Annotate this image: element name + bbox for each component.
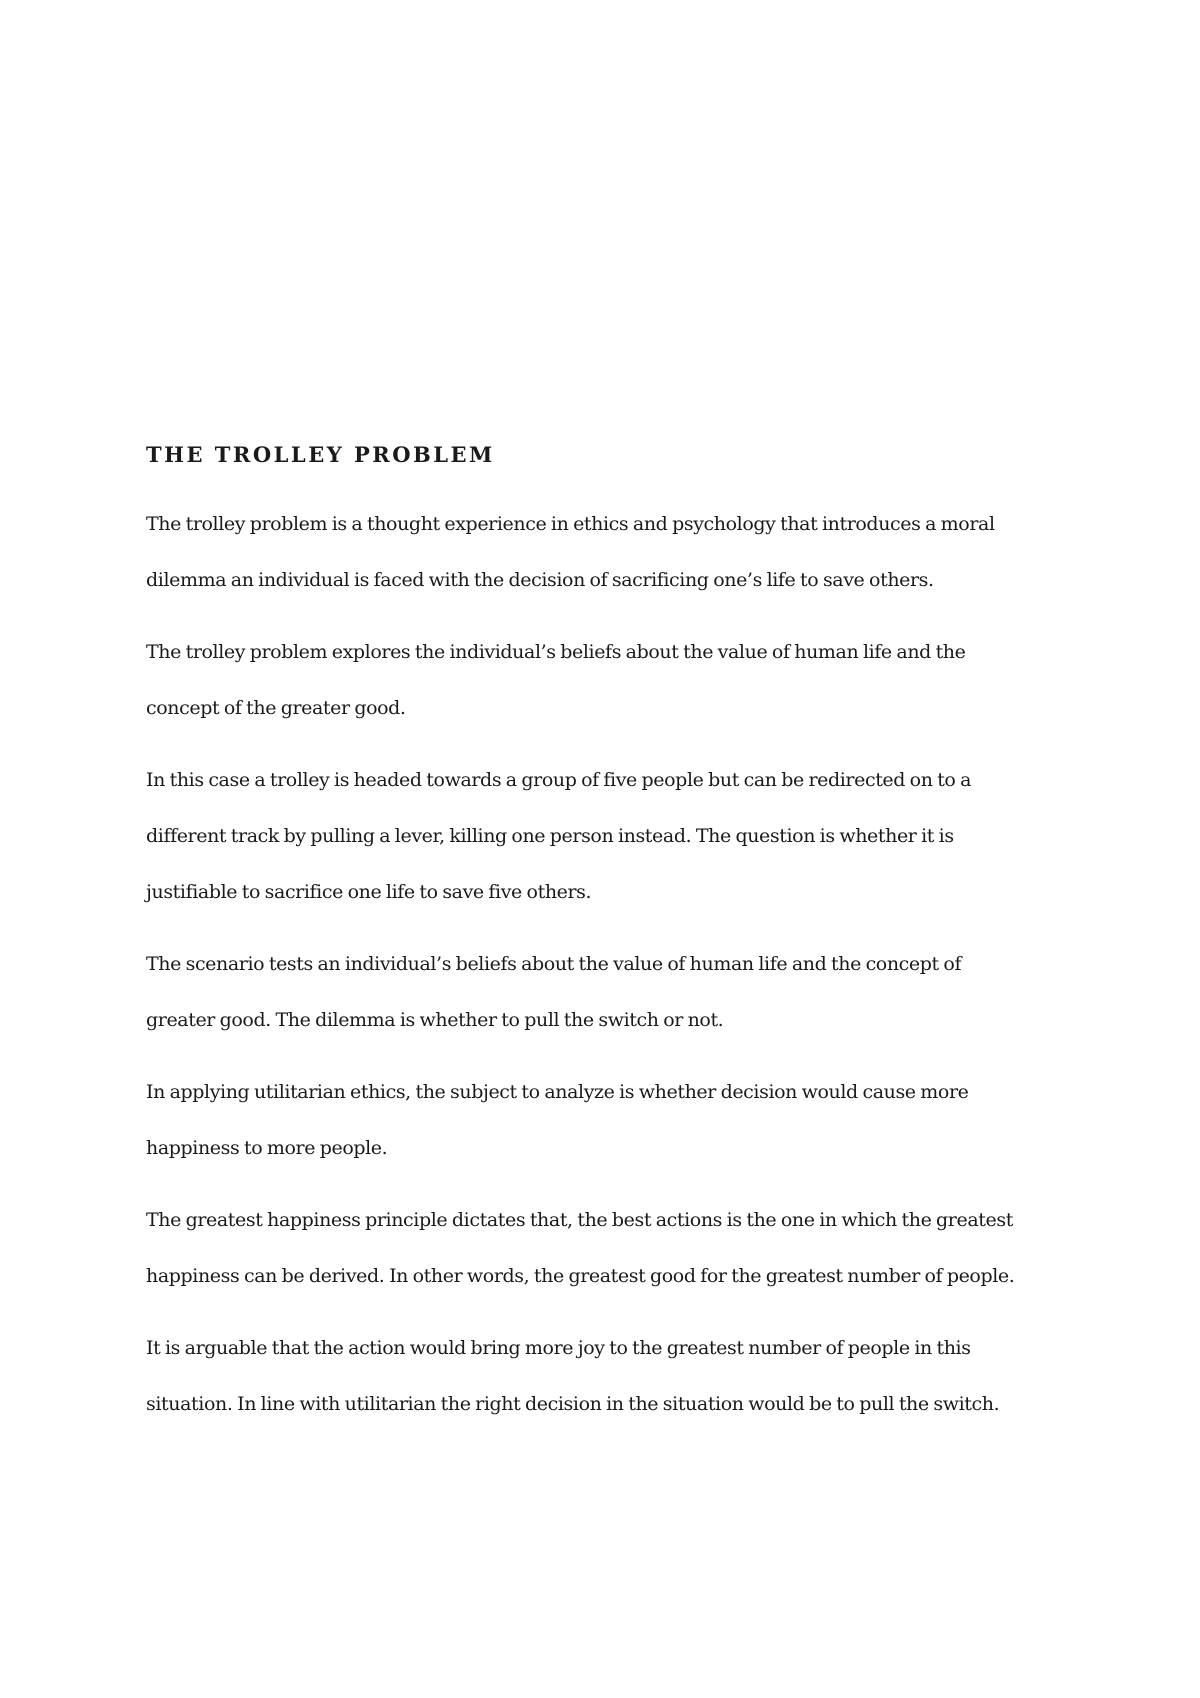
paragraph-line: justifiable to sacrifice one life to save five others. [146, 881, 592, 903]
paragraph-line: The trolley problem explores the individual’s beliefs about the value of human life and the [146, 641, 966, 663]
paragraph-line: The trolley problem is a thought experience in ethics and psychology that introduces a moral [146, 513, 995, 535]
paragraph-line: happiness can be derived. In other words, the greatest good for the greatest number of people. [146, 1265, 1015, 1287]
paragraph-line: dilemma an individual is faced with the decision of sacrificing one’s life to save others. [146, 569, 934, 591]
paragraph [146, 496, 1076, 608]
paragraph-line: The scenario tests an individual’s beliefs about the value of human life and the concept of [146, 953, 962, 975]
paragraph-line: In applying utilitarian ethics, the subject to analyze is whether decision would cause more [146, 1081, 969, 1103]
paragraph-line: It is arguable that the action would bring more joy to the greatest number of people in this [146, 1337, 971, 1359]
document-title: THE TROLLEY PROBLEM [146, 442, 495, 467]
paragraph [146, 752, 1076, 920]
paragraph [146, 1064, 1076, 1176]
document-body [146, 440, 1076, 1448]
paragraph [146, 1320, 1076, 1432]
paragraph [146, 936, 1076, 1048]
paragraph-line: The greatest happiness principle dictates that, the best actions is the one in which the greatest [146, 1209, 1013, 1231]
paragraph-line: In this case a trolley is headed towards a group of five people but can be redirected on to a [146, 769, 972, 791]
paragraph [146, 1192, 1076, 1304]
paragraph-line: situation. In line with utilitarian the right decision in the situation would be to pull the switch. [146, 1393, 1000, 1415]
paragraph-line: different track by pulling a lever, killing one person instead. The question is whether it is [146, 825, 954, 847]
paragraph-line: happiness to more people. [146, 1137, 388, 1159]
paragraph-line: concept of the greater good. [146, 697, 406, 719]
paragraph-line: greater good. The dilemma is whether to pull the switch or not. [146, 1009, 724, 1031]
paragraph [146, 624, 1076, 736]
